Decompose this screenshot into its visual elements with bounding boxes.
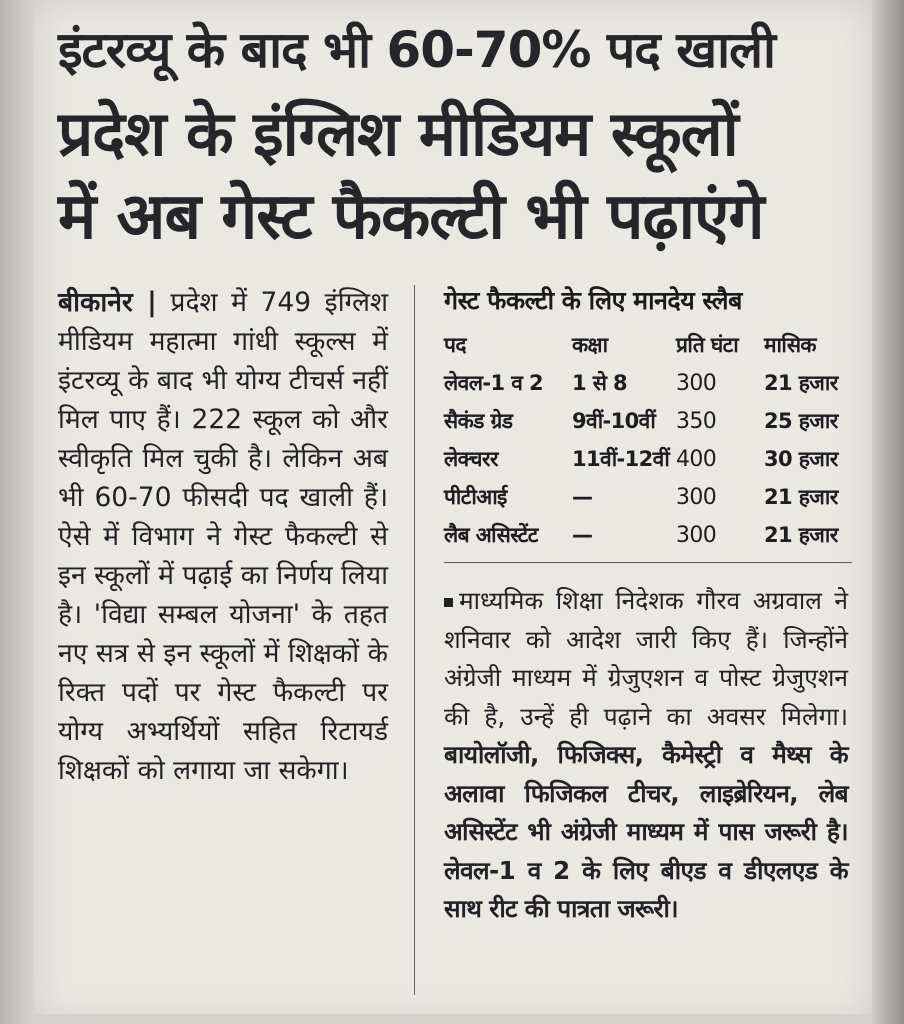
table-cell: लेक्चरर	[444, 447, 498, 471]
table-cell: 300	[676, 522, 717, 548]
table-header-cell: पद	[444, 333, 466, 357]
dateline: बीकानेर |	[58, 287, 157, 318]
table-header-cell: कक्षा	[572, 333, 608, 357]
table-header-row	[444, 326, 854, 364]
table-cell: 21 हजार	[764, 371, 838, 395]
headline-line-3: में अब गेस्ट फैकल्टी भी पढ़ाएंगे	[58, 180, 764, 254]
headline-line-2: प्रदेश के इंग्लिश मीडियम स्कूलों	[58, 97, 738, 170]
headline-line-1: इंटरव्यू के बाद भी 60-70% पद खाली	[58, 21, 775, 79]
left-column-body: प्रदेश में 749 इंग्लिश मीडियम महात्मा गांधी स्कूल्स में इंटरव्यू के बाद भी योग्य टीचर्स नहीं मिल पाए हैं। 222 स्कूल को और स्वीकृति मिल चुकी है। लेकिन अब भी 60-70 फीसदी पद खाली हैं। ऐसे में विभाग ने गेस्ट फैकल्टी से इन स्कूलों में पढ़ाई का निर्णय लिया है। 'विद्या सम्बल योजना' के तहत नए सत्र से इन स्कूलों में शिक्षकों के रिक्त पदों पर गेस्ट फैकल्टी पर योग्य अभ्यर्थियों सहित रिटायर्ड शिक्षकों को लगाया जा सकेगा।	[58, 287, 388, 786]
table-cell: 400	[676, 446, 717, 472]
page-edge-left	[0, 0, 34, 1024]
table-cell: 21 हजार	[764, 485, 838, 509]
table-row	[444, 478, 854, 516]
table-title: गेस्ट फैकल्टी के लिए मानदेय स्लैब	[444, 286, 742, 315]
table-cell: 21 हजार	[764, 523, 838, 547]
table-cell: 11वीं-12वीं	[572, 447, 670, 471]
page-edge-right	[872, 0, 904, 1024]
right-column-article	[444, 582, 848, 929]
table-cell: 1 से 8	[572, 371, 628, 395]
table-row	[444, 402, 854, 440]
column-divider	[414, 285, 415, 995]
table-cell: 300	[676, 370, 717, 396]
bullet-icon	[444, 598, 453, 607]
table-row	[444, 440, 854, 478]
table-cell: सैकंड ग्रेड	[444, 409, 513, 433]
honorarium-table	[444, 326, 854, 554]
table-cell: —	[572, 523, 593, 547]
left-column-article	[58, 283, 388, 790]
table-cell: पीटीआई	[444, 485, 507, 509]
table-header-cell: मासिक	[764, 333, 816, 357]
table-cell: 30 हजार	[764, 447, 838, 471]
right-column-bold-para: बायोलॉजी, फिजिक्स, कैमेस्ट्री व मैथ्स के अलावा फिजिकल टीचर, लाइब्रेरियन, लेब असिस्टेंट भी अंग्रेजी माध्यम में पास जरूरी है। लेवल-1 व 2 के लिए बीएड व डीएलएड के साथ रीट की पात्रता जरूरी।	[444, 740, 848, 923]
right-column-para: माध्यमिक शिक्षा निदेशक गौरव अग्रवाल ने शनिवार को आदेश जारी किए हैं। जिन्होंने अंग्रेजी माध्यम में ग्रेजुएशन व पोस्ट ग्रेजुएशन की है, उन्हें ही पढ़ाने का अवसर मिलेगा।	[444, 586, 848, 731]
table-cell: 9वीं-10वीं	[572, 409, 656, 433]
table-cell: 25 हजार	[764, 409, 838, 433]
table-cell: लैब असिस्टेंट	[444, 523, 538, 547]
table-cell: लेवल-1 व 2	[444, 371, 543, 395]
table-cell: —	[572, 485, 593, 509]
table-row	[444, 516, 854, 554]
table-row	[444, 364, 854, 402]
table-bottom-rule	[444, 562, 852, 563]
table-cell: 300	[676, 484, 717, 510]
table-header-cell: प्रति घंटा	[676, 333, 739, 357]
page-bottom-strip	[34, 1014, 872, 1024]
table-cell: 350	[676, 408, 717, 434]
